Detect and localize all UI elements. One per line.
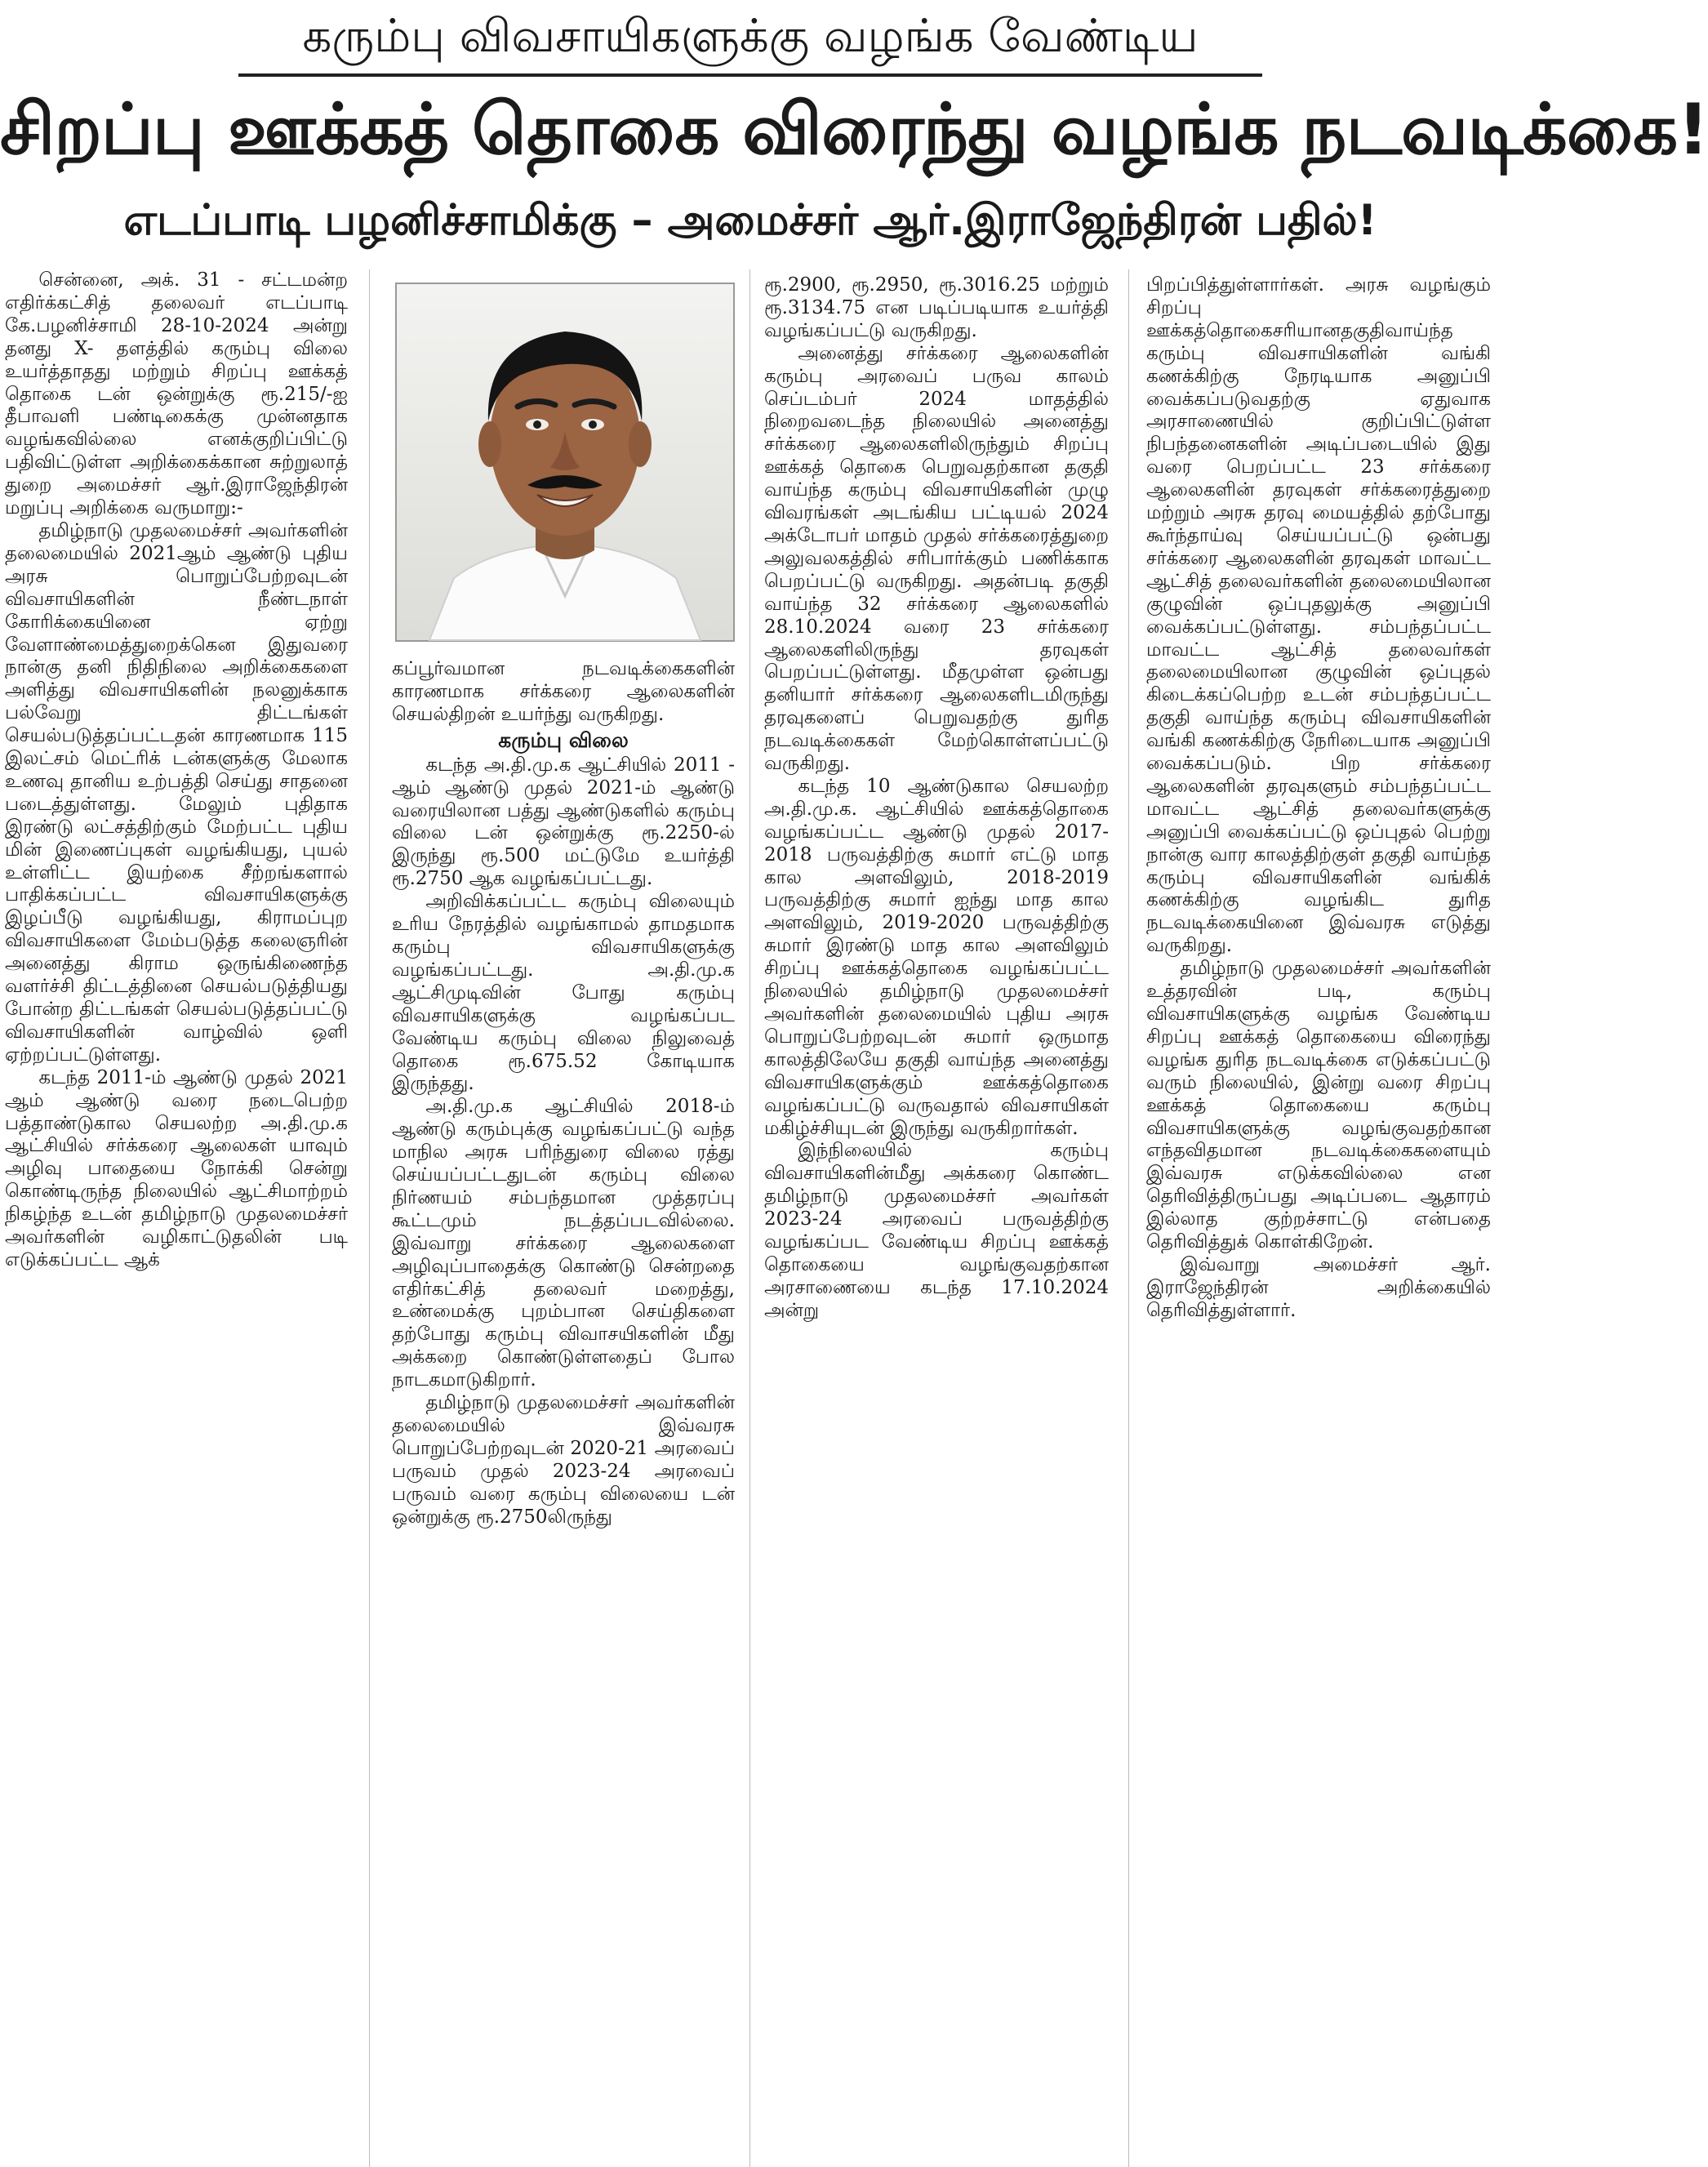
column-divider (369, 269, 370, 2167)
paragraph: இந்நிலையில் கரும்பு விவசாயிகளின்மீது அக்கரை கொண்ட தமிழ்நாடு முதலமைச்சர் அவர்கள் 2023-24 அரவைப் பருவத்திற்கு வழங்கப்பட வேண்டிய சிறப்பு ஊக்கத் தொகையை வழங்குவதற்கான அரசாணையை கடந்த 17.10.2024 அன்று (764, 1140, 1109, 1321)
article-column-4 (1146, 274, 1491, 2167)
paragraph: சென்னை, அக். 31 - சட்டமன்ற எதிர்க்கட்சித் தலைவர் எடப்பாடி கே.பழனிச்சாமி 28-10-2024 அன்று தனது X- தளத்தில் கரும்பு விலை உயர்த்தாதது மற்றும் சிறப்பு ஊக்கத் தொகை டன் ஒன்றுக்கு ரூ.215/-ஐ தீபாவளி பண்டிகைக்கு முன்னதாக வழங்கவில்லை எனக்குறிப்பிட்டு பதிவிட்டுள்ள அறிக்கைக்கான சுற்றுலாத் துறை அமைச்சர் ஆர்.இராஜேந்திரன் மறுப்பு அறிக்கை வருமாறு:- (5, 269, 348, 519)
paragraph: பிறப்பித்துள்ளார்கள். அரசு வழங்கும் சிறப்பு ஊக்கத்தொகைசரியானதகுதிவாய்ந்த கரும்பு விவசாயிகளின் வங்கி கணக்கிற்கு நேரடியாக அனுப்பி வைக்கப்படுவதற்கு ஏதுவாக அரசாணையில் குறிப்பிட்டுள்ள நிபந்தனைகளின் அடிப்படையில் இது வரை பெறப்பட்ட 23 சர்க்கரை ஆலைகளின் தரவுகள் சர்க்கரைத்துறை மற்றும் அரசு தரவு மையத்தில் தற்போது கூர்ந்தாய்வு செய்யப்பட்டு ஒன்பது சர்க்கரை ஆலைகளின் தரவுகள் மாவட்ட ஆட்சித் தலைவர்களின் தலைமையிலான குழுவின் ஒப்புதலுக்கு அனுப்பி வைக்கப்பட்டுள்ளது. சம்பந்தப்பட்ட மாவட்ட ஆட்சித் தலைவர்கள் தலைமையிலான குழுவின் ஒப்புதல் கிடைக்கப்பெற்ற உடன் சம்பந்தப்பட்ட தகுதி வாய்ந்த கரும்பு விவசாயிகளின் வங்கி கணக்கிற்கு நேரிடையாக அனுப்பி வைக்கப்படும். பிற சர்க்கரை ஆலைகளின் தரவுகளும் சம்பந்தப்பட்ட மாவட்ட ஆட்சித் தலைவர்களுக்கு அனுப்பி வைக்கப்பட்டு ஒப்புதல் பெற்று நான்கு வார காலத்திற்குள் தகுதி வாய்ந்த கரும்பு விவசாயிகளின் வங்கிக் கணக்கிற்கு வழங்கிட துரித நடவடிக்கையினை இவ்வரசு எடுத்து வருகிறது. (1146, 274, 1491, 957)
paragraph: இவ்வாறு அமைச்சர் ஆர். இராஜேந்திரன் அறிக்கையில் தெரிவித்துள்ளார். (1146, 1253, 1491, 1321)
paragraph: தமிழ்நாடு முதலமைச்சர் அவர்களின் உத்தரவின் படி, கரும்பு விவசாயிகளுக்கு வழங்க வேண்டிய சிறப்பு ஊக்கத் தொகையை விரைந்து வழங்க துரித நடவடிக்கை எடுக்கப்பட்டு வரும் நிலையில், இன்று வரை சிறப்பு ஊக்கத் தொகையை கரும்பு விவசாயிகளுக்கு வழங்குவதற்கான எந்தவிதமான நடவடிக்கைகளையும் இவ்வரசு எடுக்கவில்லை என தெரிவித்திருப்பது அடிப்படை ஆதாரம் இல்லாத குற்றச்சாட்டு என்பதை தெரிவித்துக் கொள்கிறேன். (1146, 958, 1491, 1253)
paragraph: அறிவிக்கப்பட்ட கரும்பு விலையும் உரிய நேரத்தில் வழங்காமல் தாமதமாக கரும்பு விவசாயிகளுக்கு வழங்கப்பட்டது. அ.தி.மு.க ஆட்சிமுடிவின் போது கரும்பு விவசாயிகளுக்கு வழங்கப்பட வேண்டிய கரும்பு விலை நிலுவைத் தொகை ரூ.675.52 கோடியாக இருந்தது. (392, 891, 735, 1095)
paragraph: கப்பூர்வமான நடவடிக்கைகளின் காரணமாக சர்க்கரை ஆலைகளின் செயல்திறன் உயர்ந்து வருகிறது. (392, 658, 735, 725)
paragraph: தமிழ்நாடு முதலமைச்சர் அவர்களின் தலைமையில் 2021ஆம் ஆண்டு புதிய அரசு பொறுப்பேற்றவுடன் விவசாயிகளின் நீண்டநாள் கோரிக்கையினை ஏற்று வேளாண்மைத்துறைக்கென இதுவரை நான்கு தனி நிதிநிலை அறிக்கைகளை அளித்து விவசாயிகளின் நலனுக்காக பல்வேறு திட்டங்கள் செயல்படுத்தப்பட்டதன் காரணமாக 115 இலட்சம் மெட்ரிக் டன்களுக்கு மேலாக உணவு தானிய உற்பத்தி செய்து சாதனை படைத்துள்ளது. மேலும் புதிதாக இரண்டு லட்சத்திற்கும் மேற்பட்ட புதிய மின் இணைப்புகள் வழங்கியது, புயல் உள்ளிட்ட இயற்கை சீற்றங்களால் பாதிக்கப்பட்ட விவசாயிகளுக்கு இழப்பீடு வழங்கியது, கிராமப்புற விவசாயிகளை மேம்படுத்த கலைஞரின் அனைத்து கிராம ஒருங்கிணைந்த வளர்ச்சி திட்டத்தினை செயல்படுத்தியது போன்ற திட்டங்கள் செயல்படுத்தப்பட்டு விவசாயிகளின் வாழ்வில் ஒளி ஏற்றப்பட்டுள்ளது. (5, 519, 348, 1066)
paragraph: அனைத்து சர்க்கரை ஆலைகளின் கரும்பு அரவைப் பருவ காலம் செப்டம்பர் 2024 மாதத்தில் நிறைவடைந்த நிலையில் அனைத்து சர்க்கரை ஆலைகளிலிருந்தும் சிறப்பு ஊக்கத் தொகை பெறுவதற்கான தகுதி வாய்ந்த கரும்பு விவசாயிகளின் முழு விவரங்கள் அடங்கிய பட்டியல் 2024 அக்டோபர் மாதம் முதல் சர்க்கரைத்துறை அலுவலகத்தில் சரிபார்க்கும் பணிக்காக பெறப்பட்டு வருகிறது. அதன்படி தகுதி வாய்ந்த 32 சர்க்கரை ஆலைகளில் 28.10.2024 வரை 23 சர்க்கரை ஆலைகளிலிருந்து தரவுகள் பெறப்பட்டுள்ளது. மீதமுள்ள ஒன்பது தனியார் சர்க்கரை ஆலைகளிடமிருந்து தரவுகளைப் பெறுவதற்கு துரித நடவடிக்கைகள் மேற்கொள்ளப்பட்டு வருகிறது. (764, 342, 1109, 775)
minister-photo (395, 283, 735, 642)
headline-sub: எடப்பாடி பழனிச்சாமிக்கு – அமைச்சர் ஆர்.இராஜேந்திரன் பதில்! (123, 196, 1377, 245)
portrait-image (397, 284, 733, 640)
column-divider (749, 269, 750, 2167)
paragraph: கடந்த 2011-ம் ஆண்டு முதல் 2021 ஆம் ஆண்டு வரை நடைபெற்ற பத்தாண்டுகால செயலற்ற அ.தி.மு.க ஆட்சியில் சர்க்கரை ஆலைகள் யாவும் அழிவு பாதையை நோக்கி சென்று கொண்டிருந்த நிலையில் ஆட்சிமாற்றம் நிகழ்ந்த உடன் தமிழ்நாடு முதலமைச்சர் அவர்களின் வழிகாட்டுதலின் படி எடுக்கப்பட்ட ஆக் (5, 1066, 348, 1270)
article-column-1 (5, 269, 348, 2167)
paragraph: தமிழ்நாடு முதலமைச்சர் அவர்களின் தலைமையில் இவ்வரசு பொறுப்பேற்றவுடன் 2020-21 அரவைப் பருவம் முதல் 2023-24 அரவைப் பருவம் வரை கரும்பு விலையை டன் ஒன்றுக்கு ரூ.2750லிருந்து (392, 1392, 735, 1528)
paragraph: கடந்த 10 ஆண்டுகால செயலற்ற அ.தி.மு.க. ஆட்சியில் ஊக்கத்தொகை வழங்கப்பட்ட ஆண்டு முதல் 2017-2018 பருவத்திற்கு சுமார் எட்டு மாத கால அளவிலும், 2018-2019 பருவத்திற்கு சுமார் ஐந்து மாத கால அளவிலும், 2019-2020 பருவத்திற்கு சுமார் இரண்டு மாத கால அளவிலும் சிறப்பு ஊக்கத்தொகை வழங்கப்பட்ட நிலையில் தமிழ்நாடு முதலமைச்சர் அவர்களின் தலைமையில் புதிய அரசு பொறுப்பேற்றவுடன் சுமார் ஒருமாத காலத்திலேயே தகுதி வாய்ந்த அனைத்து விவசாயிகளுக்கும் ஊக்கத்தொகை வழங்கப்பட்டு வருவதால் விவசாயிகள் மகிழ்ச்சியுடன் இருந்து வருகிறார்கள். (764, 775, 1109, 1139)
headline-kicker: கரும்பு விவசாயிகளுக்கு வழங்க வேண்டிய (302, 10, 1199, 63)
column-divider (1128, 269, 1129, 2167)
paragraph: அ.தி.மு.க ஆட்சியில் 2018-ம் ஆண்டு கரும்புக்கு வழங்கப்பட்டு வந்த மாநில அரசு பரிந்துரை விலை ரத்து செய்யப்பட்டதுடன் கரும்பு விலை நிர்ணயம் சம்பந்தமான முத்தரப்பு கூட்டமும் நடத்தப்படவில்லை. இவ்வாறு சர்க்கரை ஆலைகளை அழிவுப்பாதைக்கு கொண்டு சென்றதை எதிர்கட்சித் தலைவர் மறைத்து, உண்மைக்கு புறம்பான செய்திகளை தற்போது கரும்பு விவாசயிகளின் மீது அக்கறை கொண்டுள்ளதைப் போல நாடகமாடுகிறார். (392, 1096, 735, 1391)
article-column-3 (764, 274, 1109, 2167)
headline-main: சிறப்பு ஊக்கத் தொகை விரைந்து வழங்க நடவடிக்கை! (0, 89, 1708, 171)
paragraph: ரூ.2900, ரூ.2950, ரூ.3016.25 மற்றும் ரூ.3134.75 என படிப்படியாக உயர்த்தி வழங்கப்பட்டு வருகிறது. (764, 274, 1109, 341)
paragraph: கடந்த அ.தி.மு.க ஆட்சியில் 2011 - ஆம் ஆண்டு முதல் 2021-ம் ஆண்டு வரையிலான பத்து ஆண்டுகளில் கரும்பு விலை டன் ஒன்றுக்கு ரூ.2250-ல் இருந்து ரூ.500 மட்டுமே உயர்த்தி ரூ.2750 ஆக வழங்கப்பட்டது. (392, 754, 735, 890)
subheading: கரும்பு விலை (498, 728, 629, 752)
article-column-2 (392, 658, 735, 2167)
